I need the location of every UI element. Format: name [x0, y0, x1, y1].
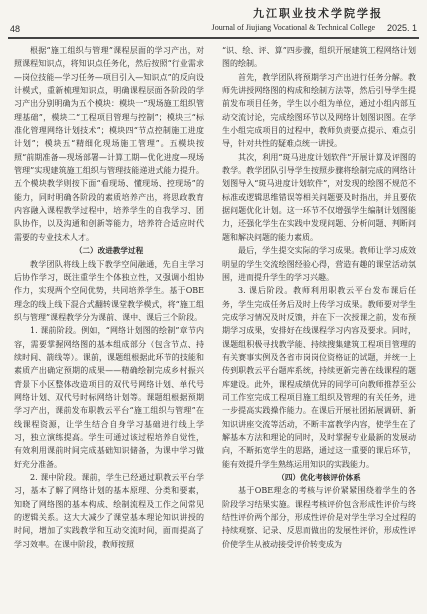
paragraph: 2. 课中阶段。课前，学生已经通过职教云平台学习，基本了解了网络计划的基本原理、分类和要素，知晓了网络图的基本构成、绘制流程及工作之间常见的逻辑关系。这大大减少了课堂基本理论知识讲授的时间，增加了实践教学和互动交流时间，面而提高了学习效率。在课中阶段，教师按照: [14, 473, 204, 549]
paragraph: 教学团队将线上线下教学空间融通，先自主学习后协作学习，既注重学生个体独立性，又强调小组协作力，实现两个空间优势，共同培养学生。基于OBE理念的线上线下混合式翻转课堂教学模式，将“施工组织与管理”课程教学分为课前、课中、课后三个阶段。: [14, 259, 204, 322]
header-rule: [8, 37, 419, 39]
section-heading: （四）优化考核评价体系: [277, 473, 361, 482]
paragraph: 1. 课前阶段。例如，“网络计划图的绘制”章节内容，需要掌握网络图的基本组成部分（包含节点、持续时间、箭线等）。课前，课题组根据此环节的技能和素质产出确定预期的成果——精确绘制完成乡村振兴背景下小区整体改造项目的双代号网络计划、单代号网络计划、双代号时标网络计划等。课题组根据预期学习产出，课前发布职教云平台“施工组织与管理”在线课程资源，让学生结合自身学习基础进行线上学习，独立演练提高。学生可通过该过程培养自觉性，有效利用课前时间完成基础知识储备，为课中学习做好充分准备。: [14, 326, 204, 469]
page-number: 48: [10, 24, 21, 34]
journal-title-en: Journal of Jiujiang Vocational & Technical College: [211, 23, 375, 32]
paragraph: 其次，利用“斑马进度计划软件”开展计算及评图的教学。教学团队引导学生按照步骤将绘制完成的网络计划图导入“斑马进度计划软件”，对发现的绘图不规范不标准或逻辑思维错误等相关问题要及时指出，并且要依据问题优化计划。这一环节不仅增强学生编制计划图能力，还强化学生在实践中发现问题、分析问题、判断问题和解决问题的能力素质。: [222, 152, 416, 242]
right-column: [222, 44, 416, 610]
paragraph: 首先，教学团队将预期学习产出进行任务分解。教师先讲授网络图的构成和绘制方法等，然后引导学生提前发布项目任务，学生以小组为单位，通过小组内部互动交流讨论，完成绘图环节以及网络计划图识图。在学生小组完成项目的过程中，教师负责要点提示、难点引导，针对共性的疑难点统一讲授。: [222, 72, 416, 149]
journal-title-cn: 九江职业技术学院学报: [253, 8, 383, 20]
paragraph: 根据“施工组织与管理”课程层面的学习产出，对照课程知识点，将知识点任务化，然后按照“行业需求—岗位技能—学习任务—项目引入—知识点”的反向设计模式，重新梳理知识点，明确课程层面各阶段的学习产出分别明确为五个模块：模块一“现场施工组织管理基础”，模块二“工程项目管理与控制”；模块三“标准化管理网络计划技术”；模块四“节点控制施工进度计划”；模块五“精细化现场施工管理”。五模块按照“前期准备—现场部署—计算工期—优化进度—现场管理”实现建筑施工组织与管理技能递进式能力提升。五个模块教学则按下面“看现场、懂现场、控现场”的能力，同时明确各阶段的素质培养产出，将思政教育内容融入课程教学过程中，培养学生的自我学习、团队协作，以及沟通和创新等能力，培养符合适应时代需要的专业技术人才。: [14, 46, 204, 242]
issue-year: 2025. 1: [386, 23, 417, 33]
paragraph: 基于OBE理念的考核与评价紧紧围绕着学生的各阶段学习结果实施。课程考核评价包含形成性评价与终结性评价两个部分，形成性评价是对学生学习全过程的持续观察、记录、反思而做出的发展性评价，形成性评价使学生从被动接受评价转变成为: [222, 486, 416, 549]
left-column: [14, 44, 204, 610]
section-heading: （二）改进教学过程: [74, 246, 144, 256]
paragraph: 最后，学生提交实际的学习成果。教师让学习成效明显的学生交流绘图经验心得，营造有趣的课堂活动氛围，进而提升学生的学习兴趣。: [222, 246, 416, 282]
paragraph: 3. 课后阶段。教师利用职教云平台发布课后任务，学生完成任务后及时上传学习成果。教师要对学生完成学习情况及时反馈，并在下一次授课之前，发布预期学习成果，安排好在线课程学习内容及要求。同时，课题组积极寻找教学能、持续搜集建筑工程项目管理的有关赛事实例及各省市岗岗位资格证的试题，并统一上传到职教云平台题库系统，持续更新完善在线课程的题库建设。此外，课程成绩优异的同学可向教师推荐至公司工作室完成工程项目施工组织及管理的有关任务，进一步提高实践操作能力。在课后开展社团拓展调研、新知识讲座交流等活动，不断丰富教学内容，使学生在了解基本方法和理论的同时，及时掌握专业最新的发展动向，不断拓宽学生的思路，通过这一重要的课后环节，能有效提升学生熟练运用知识的实践能力。: [222, 286, 416, 469]
paragraph: “识、绘、评、算”四步骤，组织开展建筑工程网络计划图的绘制。: [222, 46, 416, 69]
page-header: [8, 2, 417, 38]
